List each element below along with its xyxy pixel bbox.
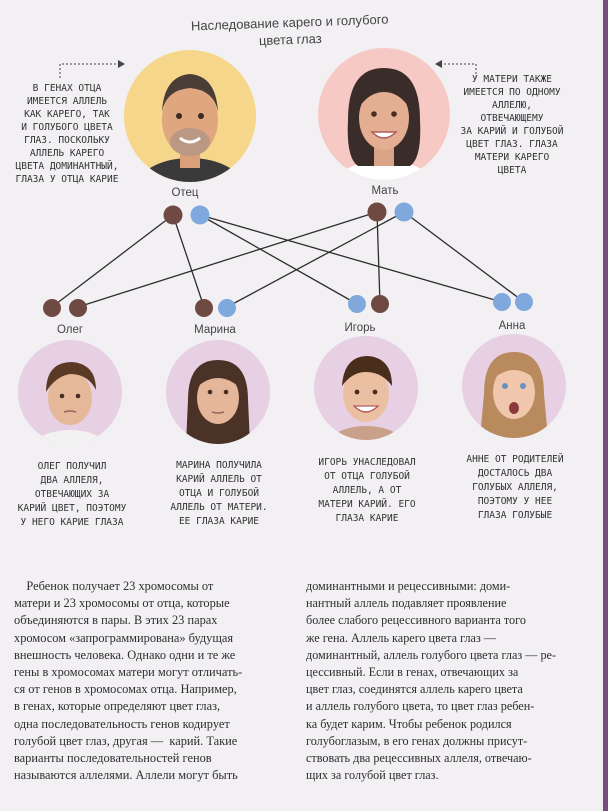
igor-allele-blue: [348, 295, 366, 313]
edge-father-brown-marina: [173, 215, 204, 307]
father-allele-blue: [191, 206, 210, 225]
oleg-note: ОЛЕГ ПОЛУЧИЛ ДВА АЛЛЕЛЯ, ОТВЕЧАЮЩИХ ЗА КАРИЙ ЦВЕТ, ПОЭТОМУ У НЕГО КАРИЕ ГЛАЗА: [17, 461, 127, 528]
igor-note: ИГОРЬ УНАСЛЕДОВАЛ ОТ ОТЦА ГОЛУБОЙ АЛЛЕЛЬ, А ОТ МАТЕРИ КАРИЙ. ЕГО ГЛАЗА КАРИЕ: [318, 457, 416, 524]
oleg-allele-brown-1: [43, 299, 61, 317]
father-label: Отец: [171, 187, 199, 199]
edge-father-blue-igor: [200, 215, 357, 304]
oleg-alleles: [43, 299, 87, 317]
child-name-igor: Игорь: [344, 322, 376, 334]
oleg-portrait: [18, 340, 122, 444]
anna-note: АННЕ ОТ РОДИТЕЛЕЙ ДОСТАЛОСЬ ДВА ГОЛУБЫХ АЛЛЕЛЯ, ПОЭТОМУ У НЕЕ ГЛАЗА ГОЛУБЫЕ: [466, 454, 564, 521]
father-alleles: [164, 206, 210, 225]
anna-alleles: [493, 293, 533, 311]
body-text-left-column: Ребенок получает 23 хромосомы от матери и 23 хромосомы от отца, которые объединяются в пары. В этих 23 парах хромосом «запрограммирована» будущая внешность человека. Однако одни и те же гены в хромосомах матери могут отличать- ся от генов в хромосомах отца. Например, в генах, которые определяют цвет глаз, одна последовательность генов кодирует голубой цвет глаз, другая — карий. Такие варианты последовательностей генов называются аллелями. Аллели могут быть: [14, 579, 243, 783]
oleg-allele-brown-2: [69, 299, 87, 317]
father-allele-brown: [164, 206, 183, 225]
child-name-anna: Анна: [498, 320, 526, 332]
father-note: В ГЕНАХ ОТЦА ИМЕЕТСЯ АЛЛЕЛЬ КАК КАРЕГО, ТАК И ГОЛУБОГО ЦВЕТА ГЛАЗ. ПОСКОЛЬКУ АЛЛЕЛЬ КАРЕГО ЦВЕТА ДОМИНАНТНЫЙ, ГЛАЗА У ОТЦА КАРИЕ: [15, 83, 119, 185]
edge-mother-brown-oleg: [78, 212, 377, 307]
body-text-right-column: доминантными и рецессивными: доми- нантный аллель подавляет проявление более слабого рецессивного варианта того же гена. Аллель карего цвета глаз — доминантный, аллель голубого цвета глаз — ре- цессивный. Если в генах, отвечающих за цвет глаз, соединятся аллель карего цвета и аллель голубого цвета, то цвет глаз ребен- ка будет карим. Чтобы ребенок родился голубоглазым, в его генах должны присут- ствовать два рецессивных аллеля, отвечаю- щих за голубой цвет глаз.: [306, 579, 557, 783]
father-note-pointer: [60, 64, 118, 78]
father-pointer-arrow: [118, 60, 125, 68]
mother-label: Мать: [371, 185, 399, 197]
anna-portrait: [462, 334, 566, 438]
marina-allele-brown: [195, 299, 213, 317]
mother-pointer-arrow: [435, 60, 442, 68]
marina-portrait: [166, 340, 270, 444]
anna-allele-blue-2: [515, 293, 533, 311]
anna-allele-blue-1: [493, 293, 511, 311]
igor-allele-brown: [371, 295, 389, 313]
mother-allele-brown: [368, 203, 387, 222]
child-name-oleg: Олег: [56, 324, 84, 336]
mother-portrait: [318, 48, 450, 180]
edge-father-blue-anna: [200, 215, 502, 302]
marina-allele-blue: [218, 299, 236, 317]
marina-note: МАРИНА ПОЛУЧИЛА КАРИЙ АЛЛЕЛЬ ОТ ОТЦА И ГОЛУБОЙ АЛЛЕЛЬ ОТ МАТЕРИ. ЕЕ ГЛАЗА КАРИЕ: [170, 460, 268, 527]
edge-father-brown-oleg: [52, 215, 173, 307]
igor-alleles: [348, 295, 389, 313]
igor-portrait: [314, 336, 418, 440]
diagram-title: Наследование карего и голубого цвета глаз: [190, 11, 389, 49]
father-portrait: [124, 50, 256, 182]
child-name-marina: Марина: [194, 324, 236, 336]
mother-note: У МАТЕРИ ТАКЖЕ ИМЕЕТСЯ ПО ОДНОМУ АЛЛЕЛЮ, ОТВЕЧАЮЩЕМУ ЗА КАРИЙ И ГОЛУБОЙ ЦВЕТ ГЛАЗ. ГЛАЗА МАТЕРИ КАРЕГО ЦВЕТА: [460, 74, 564, 176]
marina-alleles: [195, 299, 236, 317]
edge-mother-blue-anna: [404, 212, 524, 302]
mother-allele-blue: [395, 203, 414, 222]
